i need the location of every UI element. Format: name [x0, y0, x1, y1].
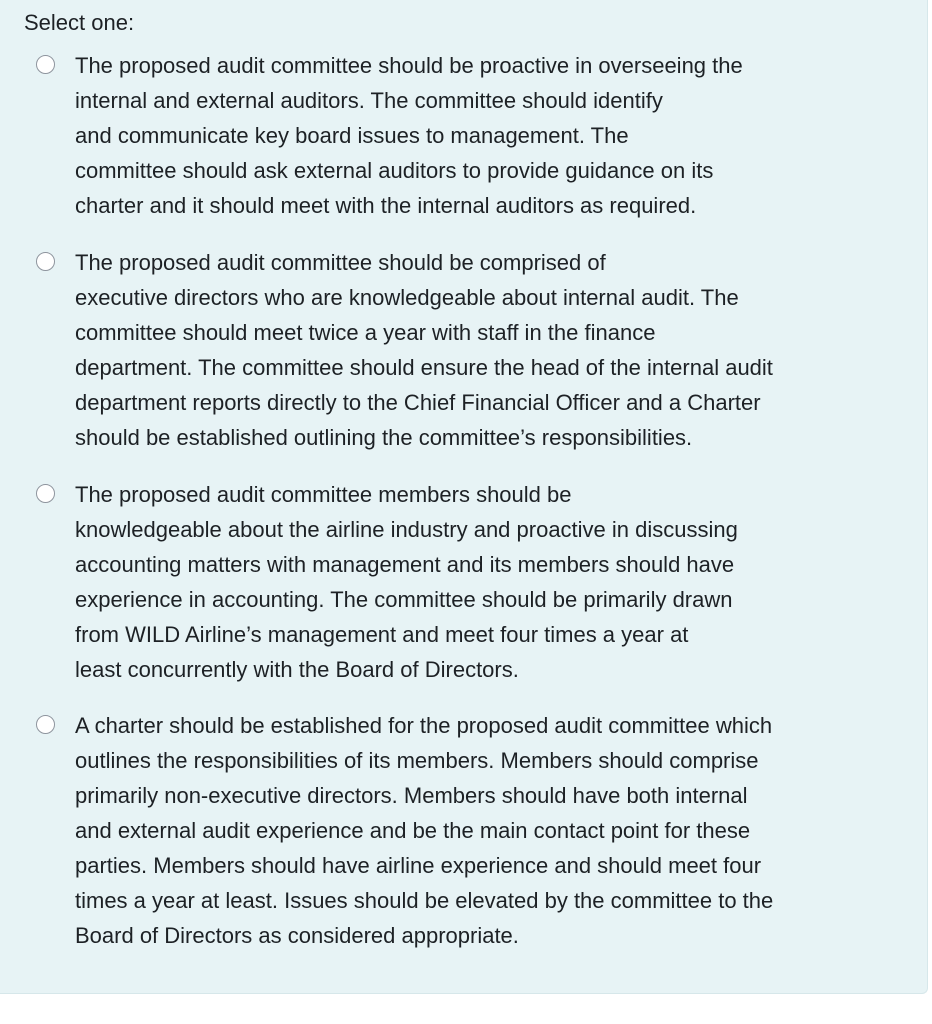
- answer-option-label[interactable]: A charter should be established for the proposed audit committee which outlines the responsibilities of its members. Members should comprise primarily non-executive directors. Members should have both internal and external audit experience and be the main contact point for these parties. Members should have airline experience and should meet four times a year at least. Issues should be elevated by the committee to the Board of Directors as considered appropriate.: [75, 713, 774, 948]
- answer-option-2[interactable]: [36, 245, 896, 455]
- radio-button-option-3[interactable]: [36, 484, 55, 503]
- radio-button-option-4[interactable]: [36, 715, 55, 734]
- answer-option-label[interactable]: The proposed audit committee should be comprised of executive directors who are knowledgeable about internal audit. The committee should meet twice a year with staff in the finance department. The committee should ensure the head of the internal audit department reports directly to the Chief Financial Officer and a Charter should be established outlining the committee’s responsibilities.: [75, 250, 773, 450]
- answer-option-3[interactable]: [36, 477, 896, 687]
- answer-option-4[interactable]: [36, 708, 896, 953]
- answer-option-label[interactable]: The proposed audit committee members should be knowledgeable about the airline industry and proactive in discussing accounting matters with management and its members should have experience in accounting. The committee should be primarily drawn from WILD Airline’s management and meet four times a year at least concurrently with the Board of Directors.: [75, 482, 738, 682]
- select-one-prompt: Select one:: [24, 10, 135, 35]
- answer-option-label[interactable]: The proposed audit committee should be proactive in overseeing the internal and external auditors. The committee should identify and communicate key board issues to management. The committee should ask external auditors to provide guidance on its charter and it should meet with the internal auditors as required.: [75, 53, 743, 218]
- answer-option-1[interactable]: [36, 48, 896, 223]
- radio-button-option-2[interactable]: [36, 252, 55, 271]
- radio-button-option-1[interactable]: [36, 55, 55, 74]
